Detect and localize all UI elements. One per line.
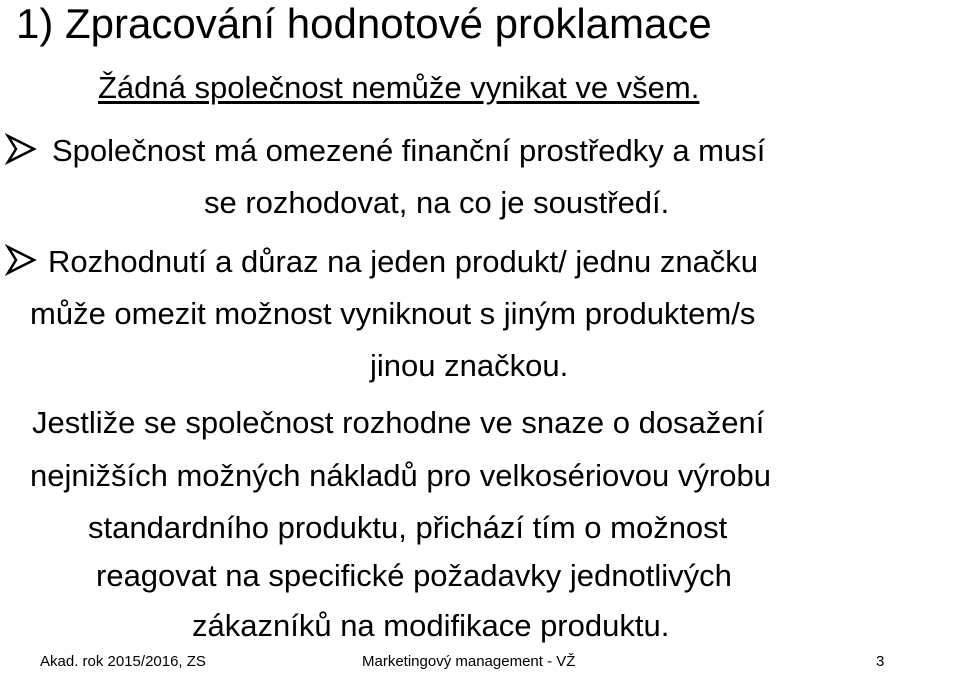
bullet-2-line-1: Rozhodnutí a důraz na jeden produkt/ jednu značku [48,244,759,279]
footer-page-number: 3 [876,653,885,670]
bullet-2-line-3: jinou značkou. [370,348,569,383]
slide-title: 1) Zpracování hodnotové proklamace [16,0,712,47]
bullet-2-line-2: může omezit možnost vyniknout s jiným produktem/s [30,296,756,331]
arrow-bullet-icon [4,243,38,277]
paragraph-line-4: reagovat na specifické požadavky jednotlivých [96,558,732,593]
bullet-1-line-1: Společnost má omezené finanční prostředky a musí [52,133,766,168]
slide-subtitle: Žádná společnost nemůže vynikat ve všem. [98,70,700,105]
footer-center: Marketingový management - VŽ [362,653,576,670]
bullet-1-line-2: se rozhodovat, na co je soustředí. [204,185,670,220]
paragraph-line-3: standardního produktu, přichází tím o možnost [88,510,728,545]
footer-left: Akad. rok 2015/2016, ZS [40,653,206,670]
arrow-bullet-icon [4,132,38,166]
paragraph-line-5: zákazníků na modifikace produktu. [192,608,670,643]
paragraph-line-1: Jestliže se společnost rozhodne ve snaze o dosažení [32,405,765,440]
paragraph-line-2: nejnižších možných nákladů pro velkosériovou výrobu [30,458,771,493]
